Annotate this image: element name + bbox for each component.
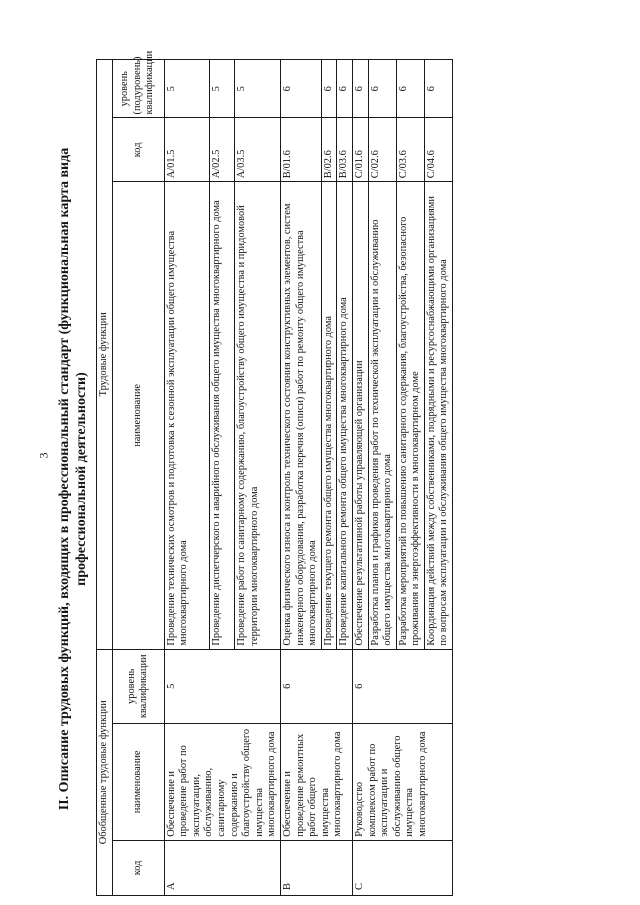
table-header-row: [97, 60, 113, 896]
table-row: [352, 60, 368, 896]
function-name: Проведение капитального ремонта общего имущества многоквартирного дома: [337, 182, 353, 649]
function-code: C/04.6: [424, 118, 452, 182]
function-name: Проведение работ по санитарному содержанию, благоустройству общего имущества и придомовой территории многоквартирного дома: [235, 182, 281, 649]
function-code: B/02.6: [321, 118, 337, 182]
group-code: A: [164, 840, 280, 895]
table-subheader-row: [112, 60, 164, 896]
function-level: 6: [337, 60, 353, 119]
group-name: Руководство комплексом работ по эксплуатации и обслуживанию общего имущества многоквартирного дома: [352, 723, 452, 840]
function-name: Разработка мероприятий по повышению санитарного содержания, благоустройства, безопасного проживания и энергоэффективности в многоквартирном доме: [396, 182, 424, 649]
function-level: 5: [235, 60, 281, 119]
function-level: 6: [321, 60, 337, 119]
function-level: 6: [396, 60, 424, 119]
group-level: 6: [280, 649, 352, 723]
function-code: A/03.5: [235, 118, 281, 182]
group-code: C: [352, 840, 452, 895]
function-code: C/03.6: [396, 118, 424, 182]
function-code: C/01.6: [352, 118, 368, 182]
function-code: B/01.6: [280, 118, 321, 182]
function-name: Проведение технических осмотров и подготовка к сезонной эксплуатации общего имущества многоквартирного дома: [164, 182, 210, 649]
header-function-name: наименование: [112, 182, 164, 649]
group-level: 6: [352, 649, 452, 723]
function-level: 6: [352, 60, 368, 119]
function-level: 6: [424, 60, 452, 119]
function-name: Обеспечение результативной работы управляющей организации: [352, 182, 368, 649]
function-code: A/01.5: [164, 118, 210, 182]
function-level: 6: [280, 60, 321, 119]
header-level: уровень квалификации: [112, 649, 164, 723]
header-function-code: код: [112, 118, 164, 182]
page-number: 3: [36, 452, 51, 459]
group-code: B: [280, 840, 352, 895]
header-function-level: уровень (подуровень) квалификации: [112, 60, 164, 119]
function-code: B/03.6: [337, 118, 353, 182]
header-generalized: Обобщенные трудовые функции: [97, 649, 113, 895]
rotated-page-content: [50, 50, 640, 904]
function-level: 5: [210, 60, 235, 119]
function-name: Проведение диспетчерского и аварийного обслуживания общего имущества многоквартирного дома: [210, 182, 235, 649]
header-code: код: [112, 840, 164, 895]
function-name: Разработка планов и графиков проведения работ по технической эксплуатации и обслуживанию общего имущества многоквартирного дома: [368, 182, 396, 649]
function-name: Координация действий между собственниками, подрядными и ресурсоснабжающими организациями по вопросам эксплуатации и обслуживания общего имущества многоквартирного дома: [424, 182, 452, 649]
heading-line-1: II. Описание трудовых функций, входящих в профессиональный стандарт (функциональная карта вида: [57, 147, 72, 811]
function-level: 6: [368, 60, 396, 119]
group-name: Обеспечение и проведение ремонтных работ общего имущества многоквартирного дома: [280, 723, 352, 840]
table-row: [164, 60, 210, 896]
function-level: 5: [164, 60, 210, 119]
function-code: A/02.5: [210, 118, 235, 182]
section-heading: [56, 54, 90, 904]
function-code: C/02.6: [368, 118, 396, 182]
function-name: Оценка физического износа и контроль технического состояния конструктивных элементов, систем инженерного оборудования, разработка перечня (описи) работ по ремонту общего имущества многоквартирного дома: [280, 182, 321, 649]
heading-line-2: профессиональной деятельности): [74, 372, 89, 586]
group-level: 5: [164, 649, 280, 723]
header-name: наименование: [112, 723, 164, 840]
function-name: Проведение текущего ремонта общего имущества многоквартирного дома: [321, 182, 337, 649]
labor-functions-table: [96, 50, 453, 896]
group-name: Обеспечение и проведение работ по эксплуатации, обслуживанию, санитарному содержанию и благоустройству общего имущества многоквартирного дома: [164, 723, 280, 840]
table-row: [280, 60, 321, 896]
header-labor: Трудовые функции: [97, 60, 113, 650]
